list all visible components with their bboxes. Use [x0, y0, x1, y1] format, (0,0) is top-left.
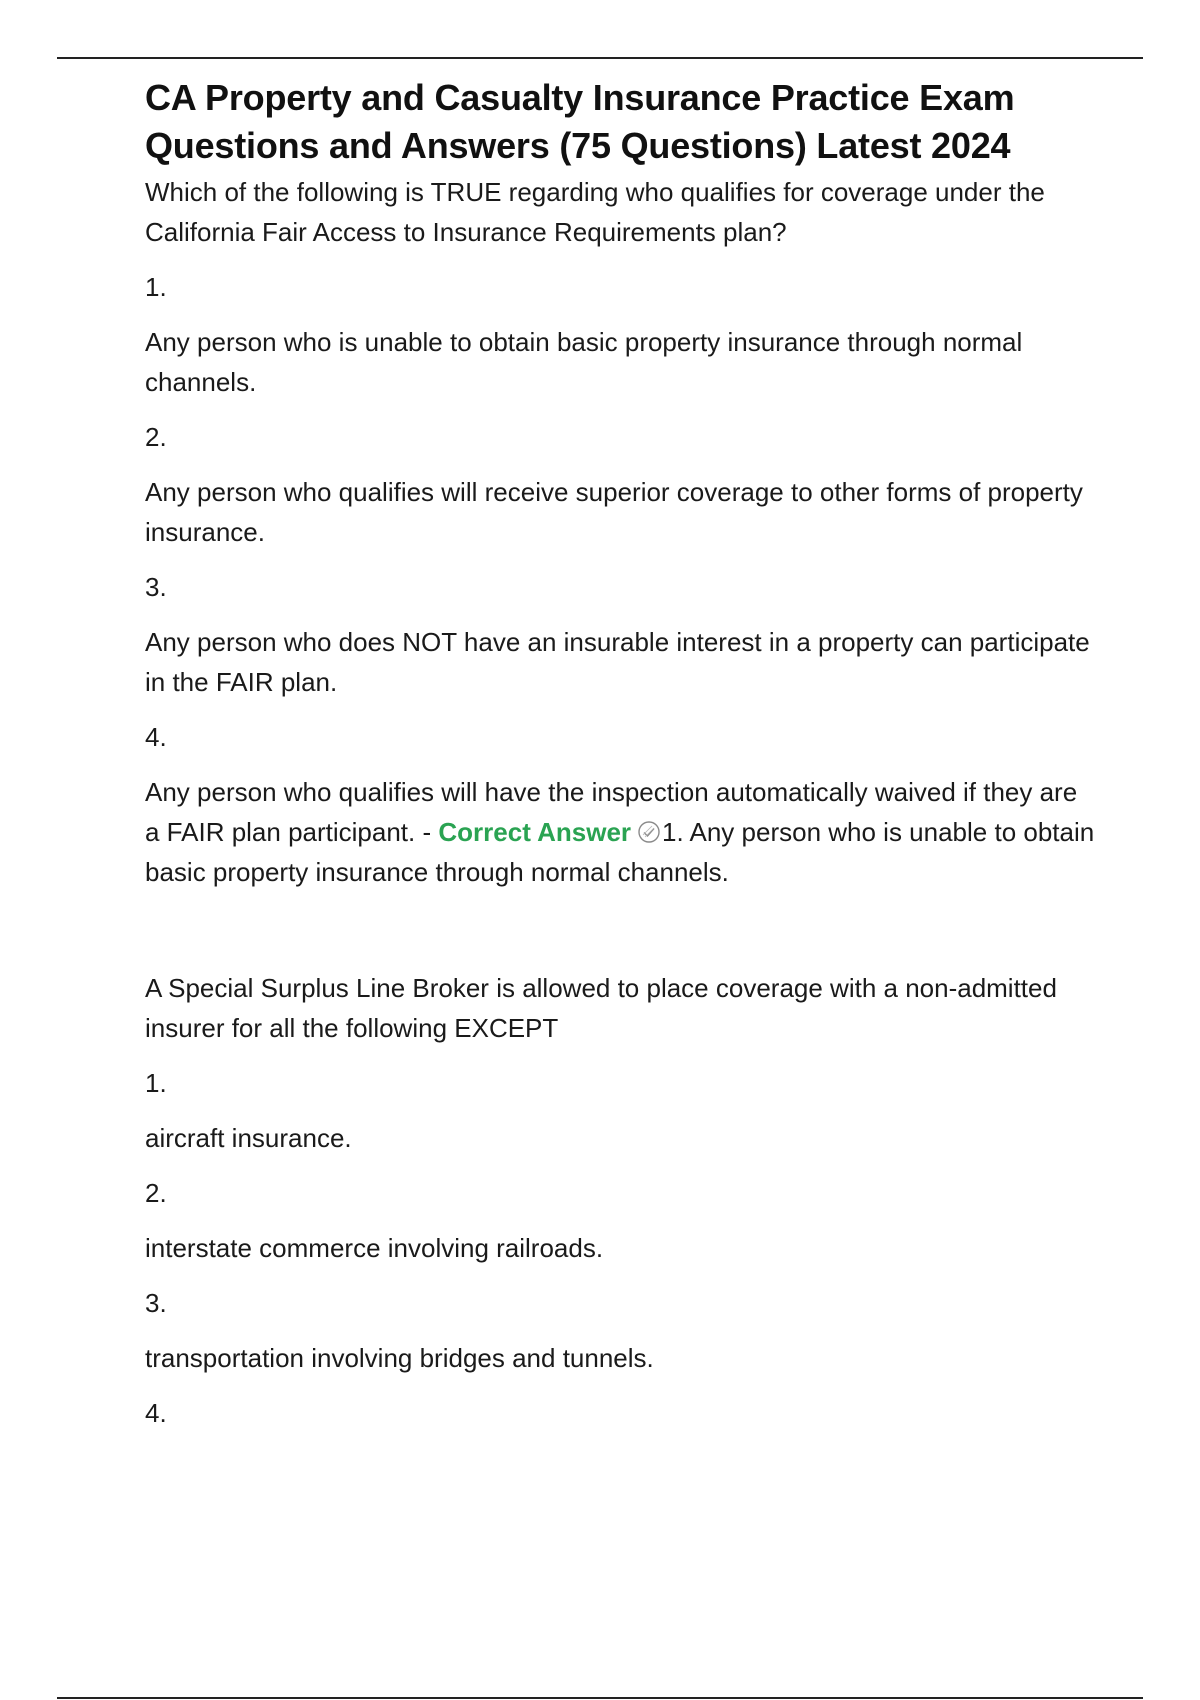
option-text: Any person who does NOT have an insurable interest in a property can participate in the FAIR plan.	[145, 627, 1090, 697]
question-1	[145, 172, 1095, 892]
correct-answer-text: 1. Any person who is unable to obtain basic property insurance through normal channels.	[145, 817, 1095, 887]
option-text: Any person who is unable to obtain basic property insurance through normal channels.	[145, 327, 1023, 397]
question-text: Which of the following is TRUE regarding who qualifies for coverage under the California Fair Access to Insurance Requirements plan?	[145, 177, 1045, 247]
option-number: 4.	[145, 722, 167, 752]
option-number: 2.	[145, 1178, 167, 1208]
option-number: 4.	[145, 1398, 167, 1428]
option-text: transportation involving bridges and tunnels.	[145, 1343, 654, 1373]
top-rule	[57, 57, 1143, 59]
correct-answer-label: Correct Answer	[438, 817, 632, 847]
option-number: 2.	[145, 422, 167, 452]
document-title: CA Property and Casualty Insurance Practice Exam Questions and Answers (75 Questions) Latest 2024	[145, 77, 1015, 166]
check-circle-icon	[637, 815, 661, 839]
bottom-rule	[57, 1697, 1143, 1699]
question-text: A Special Surplus Line Broker is allowed to place coverage with a non-admitted insurer for all the following EXCEPT	[145, 973, 1057, 1043]
option-text: Any person who qualifies will receive superior coverage to other forms of property insurance.	[145, 477, 1083, 547]
option-text: Any person who qualifies will have the inspection automatically waived if they are a FAIR plan participant. -	[145, 777, 1078, 847]
question-2	[145, 968, 1095, 1433]
option-text: interstate commerce involving railroads.	[145, 1233, 604, 1263]
option-number: 1.	[145, 272, 167, 302]
option-with-answer	[145, 772, 1095, 892]
option-number: 1.	[145, 1068, 167, 1098]
option-number: 3.	[145, 1288, 167, 1318]
option-number: 3.	[145, 572, 167, 602]
document-body	[145, 74, 1095, 1433]
option-text: aircraft insurance.	[145, 1123, 352, 1153]
